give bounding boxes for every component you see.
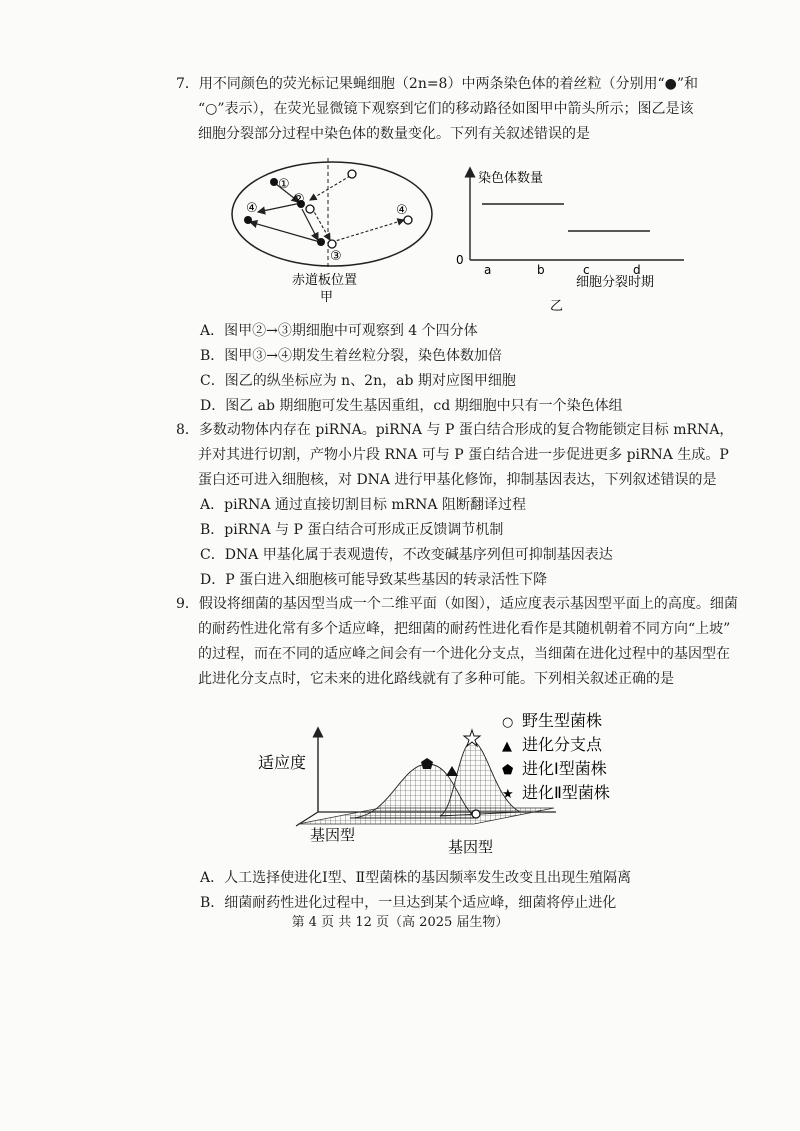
question-7 — [176, 72, 736, 147]
q8-option-c: C．DNA 甲基化属于表观遗传，不改变碱基序列但可抑制基因表达 — [200, 547, 613, 563]
q9-line-4: 此进化分支点时，它未来的进化路线就有了多种可能。下列相关叙述正确的是 — [198, 671, 674, 687]
y-axis-label: 染色体数量 — [478, 171, 544, 186]
q7-line-3: 细胞分裂部分过程中染色体的数量变化。下列有关叙述错误的是 — [198, 126, 590, 142]
q7-option-a: A．图甲②→③期细胞中可观察到 4 个四分体 — [200, 323, 478, 339]
stage-marker-1: ① — [278, 177, 290, 192]
q8-option-a: A．piRNA 通过直接切割目标 mRNA 阻断翻译过程 — [200, 497, 526, 513]
wild-type-marker — [472, 810, 480, 818]
q9-line-2: 的耐药性进化常有多个适应峰，把细菌的耐药性进化看作是其随机朝着不同方向“上坡” — [198, 621, 731, 637]
legend — [502, 711, 610, 802]
question-9 — [176, 592, 736, 692]
question-8 — [176, 418, 736, 493]
legend-symbol-type-two: ★ — [502, 787, 514, 802]
figure-yi-caption: 乙 — [550, 299, 564, 314]
legend-label-branch-point: 进化分支点 — [522, 735, 603, 754]
stage-marker-2: ② — [293, 192, 305, 207]
figure-yi — [452, 164, 692, 314]
fitness-axis-label: 适应度 — [258, 753, 307, 772]
branch-point-marker — [446, 766, 458, 776]
figure-jia-caption: 甲 — [320, 290, 334, 305]
q7-option-c: C．图乙的纵坐标应为 n、2n，ab 期对应图甲细胞 — [200, 373, 516, 389]
page-footer: 第 4 页 共 12 页（高 2025 届生物） — [291, 915, 509, 930]
stage-marker-3: ③ — [330, 249, 342, 264]
x-axis-label: 细胞分裂时期 — [576, 275, 655, 290]
equatorial-plate-label: 赤道板位置 — [292, 273, 358, 288]
q9-line-1: 9．假设将细菌的基因型当成一个二维平面（如图），适应度表示基因型平面上的高度。细菌 — [176, 596, 738, 612]
tick-d: d — [633, 263, 641, 277]
stage-marker-4-right: ④ — [396, 203, 408, 218]
tick-b: b — [537, 263, 545, 277]
legend-label-type-one: 进化Ⅰ型菌株 — [522, 759, 607, 778]
q7-line-1: 7．用不同颜色的荧光标记果蝇细胞（2n=8）中两条染色体的着丝粒（分别用“●”和 — [176, 76, 698, 92]
q8-option-b: B．piRNA 与 P 蛋白结合可形成正反馈调节机制 — [200, 522, 504, 538]
q9-option-b: B．细菌耐药性进化过程中，一旦达到某个适应峰，细菌将停止进化 — [200, 895, 617, 911]
q9-line-3: 的过程，而在不同的适应峰之间会有一个进化分支点，当细菌在进化过程中的基因型在 — [198, 646, 730, 662]
legend-symbol-type-one: ⬟ — [502, 763, 514, 778]
tick-c: c — [583, 263, 590, 277]
tick-a: a — [484, 263, 492, 277]
q9-option-a: A．人工选择使进化Ⅰ型、Ⅱ型菌株的基因频率发生改变且出现生殖隔离 — [200, 870, 632, 886]
fitness-landscape-figure — [240, 700, 660, 860]
legend-symbol-wild-type: ○ — [502, 715, 514, 730]
figure-jia — [226, 156, 438, 308]
legend-symbol-branch-point: ▲ — [502, 739, 512, 754]
origin-label: 0 — [456, 253, 464, 267]
q8-option-d: D．P 蛋白进入细胞核可能导致某些基因的转录活性下降 — [200, 572, 548, 588]
stage-marker-4-left: ④ — [246, 201, 258, 216]
legend-label-type-two: 进化Ⅱ型菌株 — [522, 783, 610, 802]
q7-line-2: “○”表示），在荧光显微镜下观察到它们的移动路径如图甲中箭头所示；图乙是该 — [198, 101, 694, 117]
legend-label-wild-type: 野生型菌株 — [522, 711, 603, 730]
q8-line-1: 8．多数动物体内存在 piRNA。piRNA 与 P 蛋白结合形成的复合物能锁定目标 mRNA， — [176, 422, 734, 438]
q7-option-b: B．图甲③→④期发生着丝粒分裂，染色体数加倍 — [200, 348, 503, 364]
genotype-label-left: 基因型 — [310, 826, 356, 844]
q8-line-2: 并对其进行切割，产物小片段 RNA 可与 P 蛋白结合进一步促进更多 piRNA 生成。P — [198, 447, 729, 463]
q7-option-d: D．图乙 ab 期细胞可发生基因重组，cd 期细胞中只有一个染色体组 — [200, 398, 623, 414]
genotype-label-right: 基因型 — [448, 838, 494, 856]
type-one-strain-marker — [421, 758, 433, 769]
q8-line-3: 蛋白还可进入细胞核，对 DNA 进行甲基化修饰，抑制基因表达，下列叙述错误的是 — [198, 472, 717, 488]
